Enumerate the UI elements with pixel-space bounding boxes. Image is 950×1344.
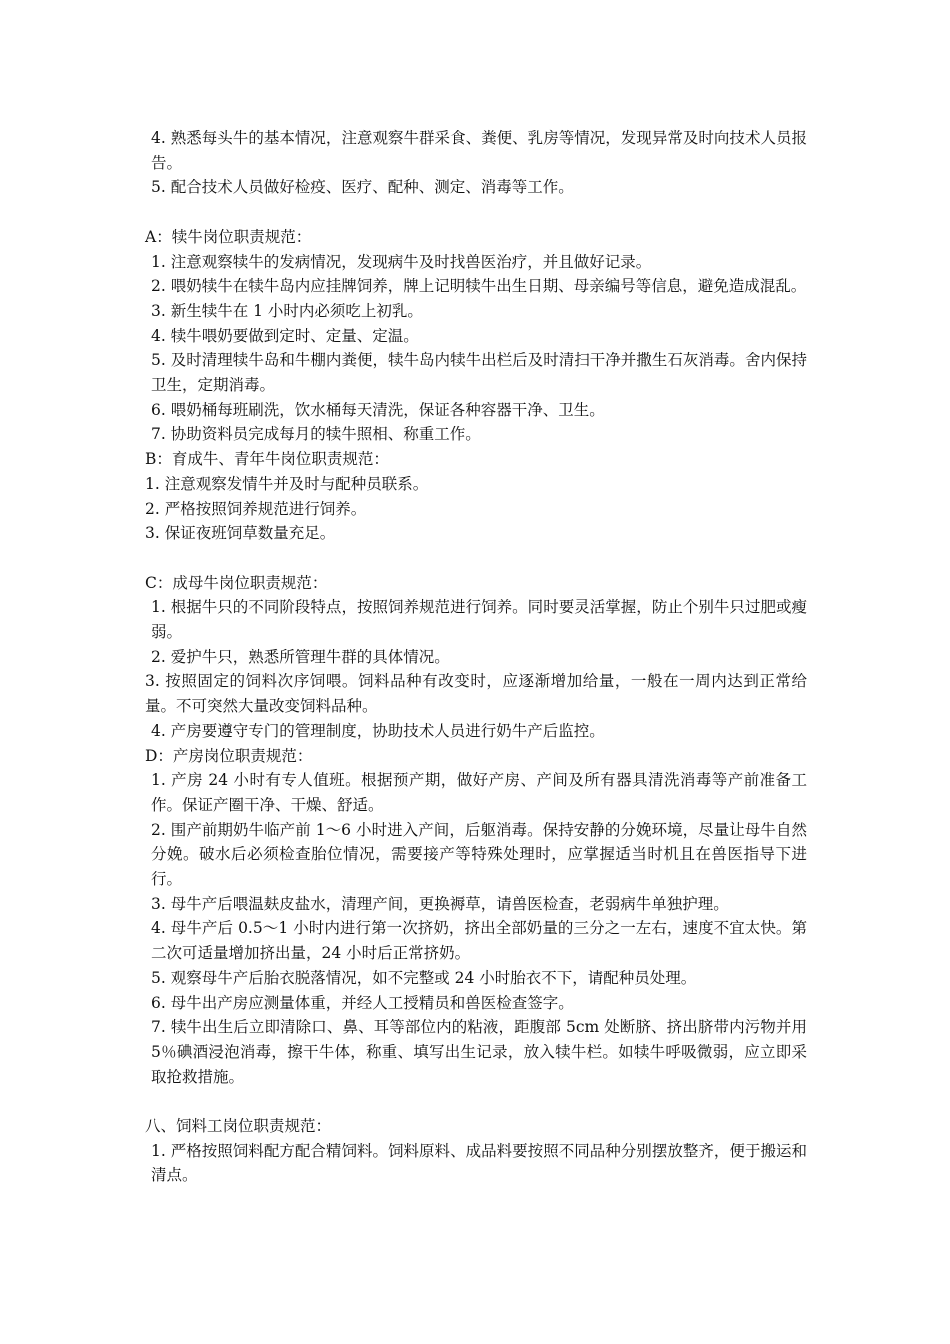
paragraph: 3. 新生犊牛在 1 小时内必须吃上初乳。 [151, 301, 423, 320]
paragraph: 2. 喂奶犊牛在犊牛岛内应挂牌饲养，牌上记明犊牛出生日期、母亲编号等信息，避免造成混乱。 [151, 277, 807, 296]
paragraph: B：育成牛、青年牛岗位职责规范： [145, 450, 389, 469]
paragraph: 6. 母牛出产房应测量体重，并经人工授精员和兽医检查签字。 [151, 993, 574, 1012]
paragraph: 1. 产房 24 小时有专人值班。根据预产期，做好产房、产间及所有器具清洗消毒等产前准备工作。保证产圈干净、干燥、舒适。 [151, 771, 807, 814]
blank-line [145, 546, 807, 571]
paragraph: 6. 喂奶桶每班刷洗，饮水桶每天清洗，保证各种容器干净、卫生。 [151, 400, 605, 419]
paragraph: 4. 熟悉每头牛的基本情况，注意观察牛群采食、粪便、乳房等情况，发现异常及时向技术人员报告。 [151, 129, 807, 172]
paragraph: 八、饲料工岗位职责规范： [145, 1117, 332, 1136]
paragraph: 2. 爱护牛只，熟悉所管理牛群的具体情况。 [151, 647, 450, 666]
paragraph: 2. 围产前期奶牛临产前 1～6 小时进入产间，后躯消毒。保持安静的分娩环境，尽量让母牛自然分娩。破水后必须检查胎位情况，需要接产等特殊处理时，应掌握适当时机且在兽医指导下进行。 [151, 820, 807, 889]
paragraph: 1. 注意观察发情牛并及时与配种员联系。 [145, 474, 429, 493]
paragraph: 7. 犊牛出生后立即清除口、鼻、耳等部位内的粘液，距腹部 5cm 处断脐、挤出脐带内污物并用 5％碘酒浸泡消毒，擦干牛体，称重、填写出生记录，放入犊牛栏。如犊牛呼吸微弱，应立即采取抢救措施。 [151, 1018, 807, 1086]
paragraph: 3. 母牛产后喂温麸皮盐水，清理产间，更换褥草，请兽医检查，老弱病牛单独护理。 [151, 894, 729, 913]
paragraph: 1. 严格按照饲料配方配合精饲料。饲料原料、成品料要按照不同品种分别摆放整齐，便于搬运和清点。 [151, 1141, 807, 1185]
paragraph: 5. 观察母牛产后胎衣脱落情况，如不完整或 24 小时胎衣不下，请配种员处理。 [151, 968, 697, 987]
paragraph: 1. 根据牛只的不同阶段特点，按照饲养规范进行饲养。同时要灵活掌握，防止个别牛只过肥或瘦弱。 [151, 598, 807, 642]
paragraph: 4. 母牛产后 0.5～1 小时内进行第一次挤奶，挤出全部奶量的三分之一左右，速度不宜太快。第二次可适量增加挤出量，24 小时后正常挤奶。 [151, 919, 807, 963]
paragraph: 1. 注意观察犊牛的发病情况，发现病牛及时找兽医治疗，并且做好记录。 [151, 252, 652, 271]
paragraph: 5. 及时清理犊牛岛和牛棚内粪便，犊牛岛内犊牛出栏后及时清扫干净并撒生石灰消毒。舍内保持卫生，定期消毒。 [151, 351, 807, 395]
paragraph: 7. 协助资料员完成每月的犊牛照相、称重工作。 [151, 425, 481, 444]
blank-line [145, 1089, 807, 1114]
paragraph: A：犊牛岗位职责规范： [145, 227, 312, 246]
paragraph: 2. 严格按照饲养规范进行饲养。 [145, 499, 367, 518]
document-body [145, 126, 807, 1188]
paragraph: 5. 配合技术人员做好检疫、医疗、配种、测定、消毒等工作。 [151, 178, 574, 197]
paragraph: D：产房岗位职责规范： [145, 746, 313, 765]
paragraph: 4. 犊牛喂奶要做到定时、定量、定温。 [151, 326, 419, 345]
blank-line [145, 200, 807, 225]
paragraph: 4. 产房要遵守专门的管理制度，协助技术人员进行奶牛产后监控。 [151, 721, 605, 740]
paragraph: 3. 保证夜班饲草数量充足。 [145, 524, 336, 543]
paragraph: 3. 按照固定的饲料次序饲喂。饲料品种有改变时，应逐渐增加给量，一般在一周内达到正常给量。不可突然大量改变饲料品种。 [145, 672, 807, 716]
paragraph: C：成母牛岗位职责规范： [145, 573, 328, 592]
